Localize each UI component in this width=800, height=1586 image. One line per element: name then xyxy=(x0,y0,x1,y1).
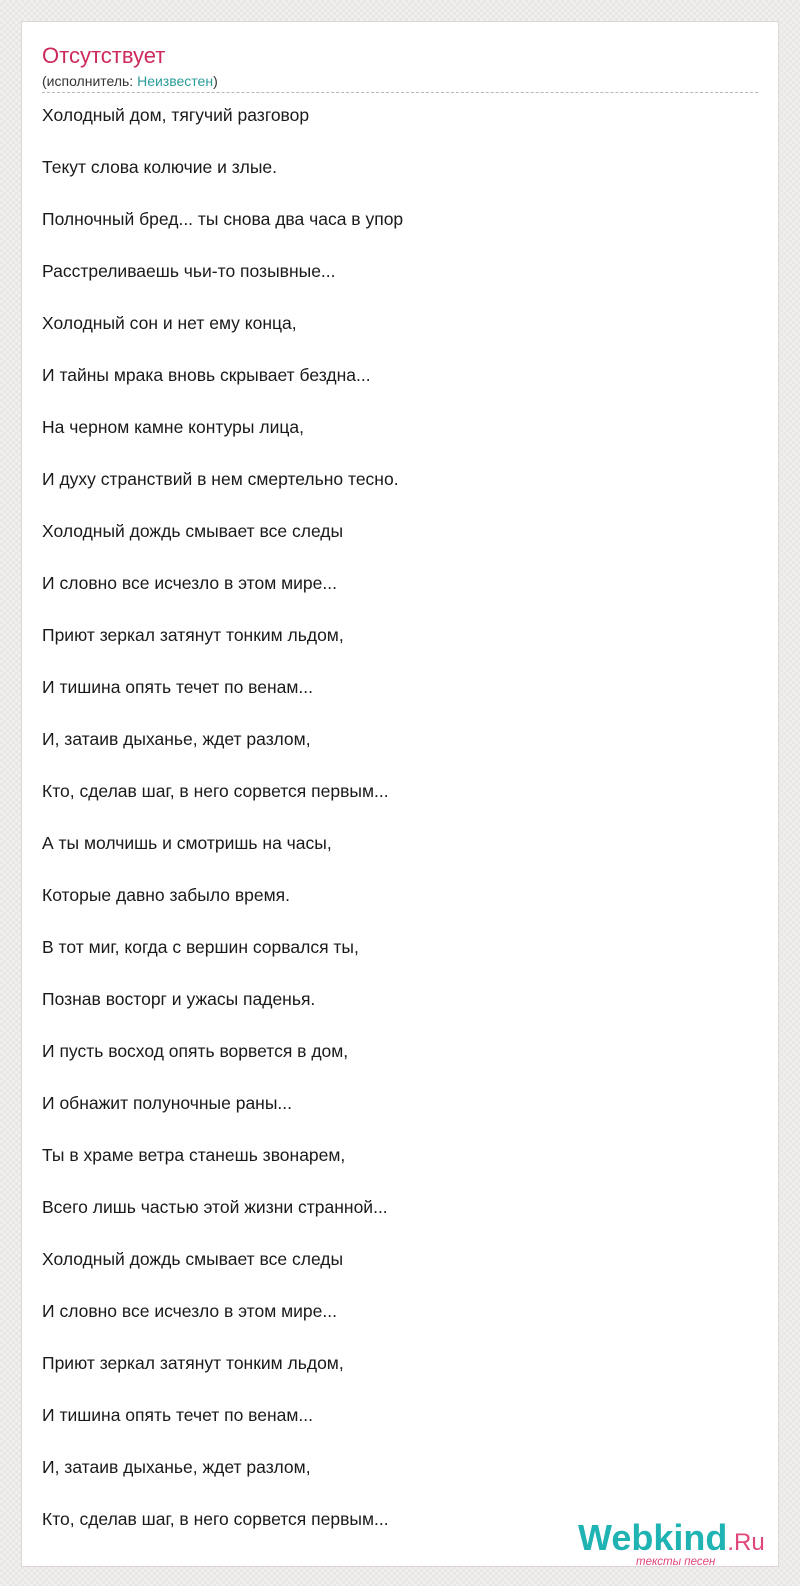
lyric-line: Которые давно забыло время. xyxy=(42,885,290,905)
lyric-line: Холодный дождь смывает все следы xyxy=(42,521,344,541)
lyric-line: Приют зеркал затянут тонким льдом, xyxy=(42,1353,344,1373)
logo-domain-suffix: .Ru xyxy=(727,1529,765,1556)
lyric-line: И словно все исчезло в этом мире... xyxy=(42,573,337,593)
lyric-line: И пусть восход опять ворвется в дом, xyxy=(42,1041,349,1061)
lyric-line: Кто, сделав шаг, в него сорвется первым... xyxy=(42,1509,389,1529)
artist-line xyxy=(42,72,218,90)
divider xyxy=(42,92,758,93)
lyric-line: Приют зеркал затянут тонким льдом, xyxy=(42,625,344,645)
lyric-line: Расстреливаешь чьи-то позывные... xyxy=(42,261,336,281)
lyric-line: Полночный бред... ты снова два часа в упор xyxy=(42,209,404,229)
artist-link[interactable]: Неизвестен xyxy=(137,73,214,89)
lyric-line: Всего лишь частью этой жизни странной... xyxy=(42,1197,388,1217)
lyric-line: Кто, сделав шаг, в него сорвется первым... xyxy=(42,781,389,801)
song-title: Отсутствует xyxy=(42,43,166,68)
lyric-line: И словно все исчезло в этом мире... xyxy=(42,1301,337,1321)
lyric-line: И обнажит полуночные раны... xyxy=(42,1093,292,1113)
lyric-line: И духу странствий в нем смертельно тесно. xyxy=(42,469,399,489)
lyric-line: И, затаив дыханье, ждет разлом, xyxy=(42,729,311,749)
logo-main-text: Webkind xyxy=(578,1517,728,1558)
lyric-line: На черном камне контуры лица, xyxy=(42,417,304,437)
lyric-line: А ты молчишь и смотришь на часы, xyxy=(42,833,332,853)
lyrics-card xyxy=(21,21,779,1567)
artist-suffix: ) xyxy=(213,73,218,89)
lyric-line: Холодный сон и нет ему конца, xyxy=(42,313,297,333)
lyric-line: И тишина опять течет по венам... xyxy=(42,677,314,697)
lyric-line: В тот миг, когда с вершин сорвался ты, xyxy=(42,937,359,957)
lyric-line: Текут слова колючие и злые. xyxy=(42,157,277,177)
logo-tagline: тексты песен xyxy=(636,1556,716,1568)
lyric-line: И тишина опять течет по венам... xyxy=(42,1405,314,1425)
lyric-line: Познав восторг и ужасы паденья. xyxy=(42,989,316,1009)
lyric-line: Холодный дом, тягучий разговор xyxy=(42,105,310,125)
lyric-line: Ты в храме ветра станешь звонарем, xyxy=(42,1145,346,1165)
site-logo[interactable] xyxy=(578,1518,778,1578)
lyric-line: Холодный дождь смывает все следы xyxy=(42,1249,344,1269)
lyric-line: И, затаив дыханье, ждет разлом, xyxy=(42,1457,311,1477)
lyric-line: И тайны мрака вновь скрывает бездна... xyxy=(42,365,371,385)
artist-prefix: (исполнитель: xyxy=(42,73,138,89)
lyrics-text xyxy=(42,105,403,1561)
